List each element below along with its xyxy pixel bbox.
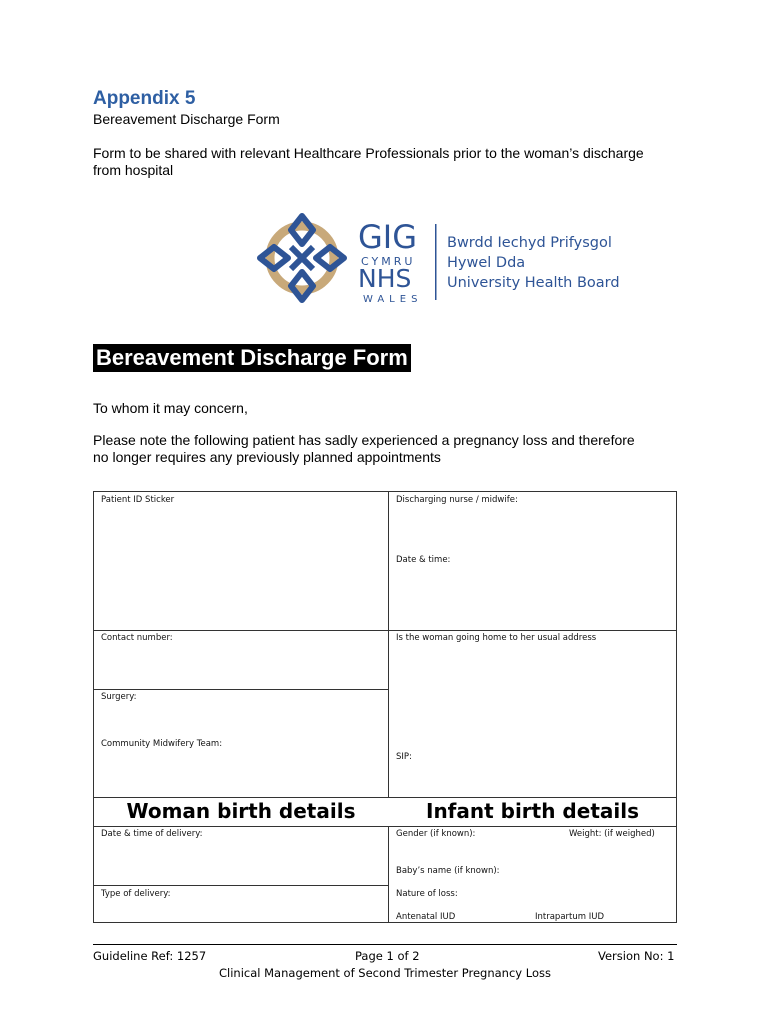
patient-note: Please note the following patient has sadly experienced a pregnancy loss and therefore no longer requires any previously planned appointments bbox=[93, 432, 635, 465]
version-number: Version No: 1 bbox=[598, 949, 675, 963]
logo-wales: WALES bbox=[363, 294, 423, 305]
logo-board-line2: Hywel Dda bbox=[447, 255, 526, 271]
health-board-logo bbox=[255, 210, 655, 305]
delivery-date-time-field[interactable]: Date & time of delivery: bbox=[101, 829, 203, 839]
discharging-nurse-field[interactable]: Discharging nurse / midwife: bbox=[396, 495, 518, 505]
logo-gig: GIG bbox=[358, 218, 418, 256]
infant-birth-details-heading: Infant birth details bbox=[426, 799, 639, 823]
document-title: Clinical Management of Second Trimester Pregnancy Loss bbox=[219, 966, 551, 980]
date-time-field[interactable]: Date & time: bbox=[396, 555, 451, 565]
appendix-title: Appendix 5 bbox=[93, 88, 196, 109]
form-title: Bereavement Discharge Form bbox=[93, 344, 411, 372]
antenatal-iud-option[interactable]: Antenatal IUD bbox=[396, 912, 456, 922]
footer-divider bbox=[93, 944, 677, 945]
page-number: Page 1 of 2 bbox=[355, 949, 420, 963]
celtic-knot-icon bbox=[255, 210, 655, 305]
intrapartum-iud-option[interactable]: Intrapartum IUD bbox=[535, 912, 605, 922]
nature-of-loss-field[interactable]: Nature of loss: bbox=[396, 889, 458, 899]
logo-board-line3: University Health Board bbox=[447, 275, 620, 291]
weight-field[interactable]: Weight: (if weighed) bbox=[569, 829, 655, 839]
patient-id-sticker-field[interactable]: Patient ID Sticker bbox=[101, 495, 175, 505]
appendix-subtitle: Bereavement Discharge Form bbox=[93, 111, 280, 127]
contact-number-field[interactable]: Contact number: bbox=[101, 633, 173, 643]
sip-field[interactable]: SIP: bbox=[396, 752, 412, 762]
logo-cymru: CYMRU bbox=[361, 255, 416, 268]
delivery-type-field[interactable]: Type of delivery: bbox=[101, 889, 171, 899]
greeting-text: To whom it may concern, bbox=[93, 400, 248, 416]
logo-board-line1: Bwrdd Iechyd Prifysgol bbox=[447, 235, 612, 251]
gender-field[interactable]: Gender (if known): bbox=[396, 829, 476, 839]
discharge-form-table bbox=[93, 491, 677, 923]
surgery-field[interactable]: Surgery: bbox=[101, 692, 137, 702]
usual-address-field[interactable]: Is the woman going home to her usual address bbox=[396, 633, 597, 643]
logo-nhs: NHS bbox=[358, 264, 412, 293]
community-midwifery-team-field[interactable]: Community Midwifery Team: bbox=[101, 739, 223, 749]
guideline-ref: Guideline Ref: 1257 bbox=[93, 949, 207, 963]
woman-birth-details-heading: Woman birth details bbox=[126, 799, 356, 823]
intro-text: Form to be shared with relevant Healthcare Professionals prior to the woman’s discharge from hospital bbox=[93, 145, 644, 178]
baby-name-field[interactable]: Baby’s name (if known): bbox=[396, 866, 500, 876]
